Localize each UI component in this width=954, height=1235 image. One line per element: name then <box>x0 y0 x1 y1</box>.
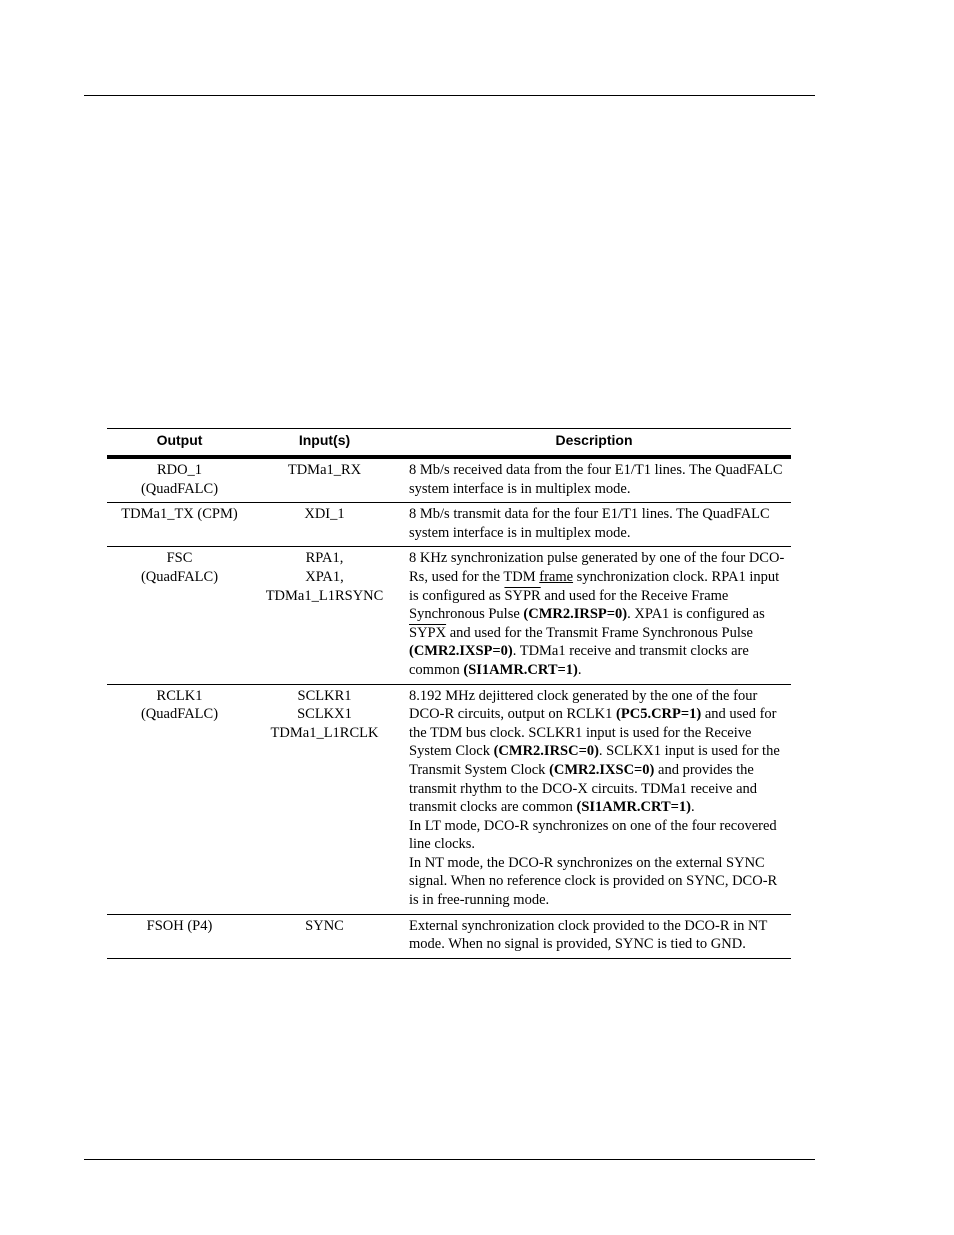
table-row <box>107 684 791 914</box>
description-segment: and used for the Transmit Frame Synchronous Pulse <box>446 624 753 641</box>
column-header-output: Output <box>107 429 252 458</box>
inputs-cell <box>252 684 397 914</box>
description-segment: (PC5.CRP=1) <box>616 706 702 723</box>
output-cell-line: (QuadFALC) <box>140 706 219 723</box>
output-cell-line: (QuadFALC) <box>140 568 219 585</box>
output-cell-line: RCLK1 <box>156 687 203 704</box>
description-segment: and used for the TDM bus clock. SCLKR1 input is used for the Receive System Clock <box>409 706 777 760</box>
signal-table <box>107 428 791 959</box>
output-cell-line: (QuadFALC) <box>140 480 219 497</box>
description-segment: (SI1AMR.CRT=1) <box>463 661 578 678</box>
inputs-cell-line: RPA1, <box>305 550 344 567</box>
description-segment: 8 Mb/s transmit data for the four E1/T1 lines. The QuadFALC system interface is in multiplex mode. <box>409 506 770 541</box>
description-segment: SYPR <box>504 587 541 604</box>
description-segment: . <box>577 661 582 678</box>
inputs-cell-line: TDMa1_RX <box>287 462 362 478</box>
output-cell-line: TDMa1_TX (CPM) <box>121 506 238 523</box>
table-row <box>107 914 791 958</box>
description-segment: In NT mode, the DCO-R synchronizes on the external SYNC signal. When no reference clock is provided on SYNC, DCO-R is in free-running mode. <box>409 854 778 909</box>
inputs-cell-line: TDMa1_L1RSYNC <box>265 587 384 604</box>
output-cell <box>107 503 252 547</box>
output-cell <box>107 684 252 914</box>
inputs-cell-line: SYNC <box>305 917 344 934</box>
column-header-description: Description <box>397 429 791 458</box>
description-segment: and used for the Receive Frame Synchronous Pulse <box>409 587 729 623</box>
inputs-cell <box>252 914 397 958</box>
description-segment: . XPA1 is configured as <box>627 606 765 623</box>
description-segment: (CMR2.IXSC=0) <box>549 761 655 778</box>
description-cell <box>397 684 791 914</box>
output-cell <box>107 457 252 503</box>
description-segment: (CMR2.IRSP=0) <box>523 606 628 623</box>
output-cell <box>107 914 252 958</box>
table-header <box>107 429 791 458</box>
description-cell <box>397 503 791 547</box>
description-segment: . TDMa1 receive and transmit clocks are common <box>409 643 749 678</box>
description-cell <box>397 547 791 684</box>
header-row <box>107 429 791 458</box>
description-segment: (CMR2.IXSP=0) <box>409 643 513 660</box>
table-body <box>107 457 791 958</box>
description-segment: External synchronization clock provided to the DCO-R in NT mode. When no signal is provided, SYNC is tied to GND. <box>409 917 768 953</box>
description-segment: 8 KHz synchronization pulse generated by one of the four DCO-Rs, used for the TDM <box>409 550 785 585</box>
description-segment: SYPX <box>409 624 447 641</box>
header-rule <box>84 95 815 96</box>
description-cell <box>397 914 791 958</box>
output-cell-line: FSC <box>166 550 193 567</box>
description-segment: (CMR2.IRSC=0) <box>493 743 599 760</box>
inputs-cell-line: XPA1, <box>305 568 344 585</box>
description-segment: 8.192 MHz dejittered clock generated by the one of the four DCO-R circuits, output on RCLK1 <box>409 687 758 723</box>
inputs-cell <box>252 547 397 684</box>
description-segment: (SI1AMR.CRT=1) <box>576 799 692 816</box>
description-cell <box>397 457 791 503</box>
description-segment: 8 Mb/s received data from the four E1/T1 lines. The QuadFALC system interface is in multiplex mode. <box>409 462 783 497</box>
table-row <box>107 457 791 503</box>
inputs-cell <box>252 457 397 503</box>
inputs-cell-line: SCLKR1 <box>297 687 352 704</box>
table-row <box>107 547 791 684</box>
description-segment: In LT mode, DCO-R synchronizes on one of the four recovered line clocks. <box>409 817 777 853</box>
description-segment: frame <box>539 568 574 585</box>
output-cell <box>107 547 252 684</box>
output-cell-line: RDO_1 <box>156 462 203 478</box>
inputs-cell <box>252 503 397 547</box>
description-segment: . SCLKX1 input is used for the Transmit System Clock <box>409 743 780 778</box>
inputs-cell-line: TDMa1_L1RCLK <box>270 724 379 741</box>
column-header-inputs: Input(s) <box>252 429 397 458</box>
table-row <box>107 503 791 547</box>
inputs-cell-line: XDI_1 <box>304 506 345 523</box>
output-cell-line: FSOH (P4) <box>146 917 213 934</box>
description-segment: . <box>691 799 695 816</box>
description-segment: synchronization clock. RPA1 input is configured as <box>409 568 780 604</box>
footer-rule <box>84 1159 815 1160</box>
inputs-cell-line: SCLKX1 <box>297 706 352 723</box>
description-segment: and provides the transmit rhythm to the DCO-X circuits. TDMa1 receive and transmit clocks are common <box>409 761 758 816</box>
